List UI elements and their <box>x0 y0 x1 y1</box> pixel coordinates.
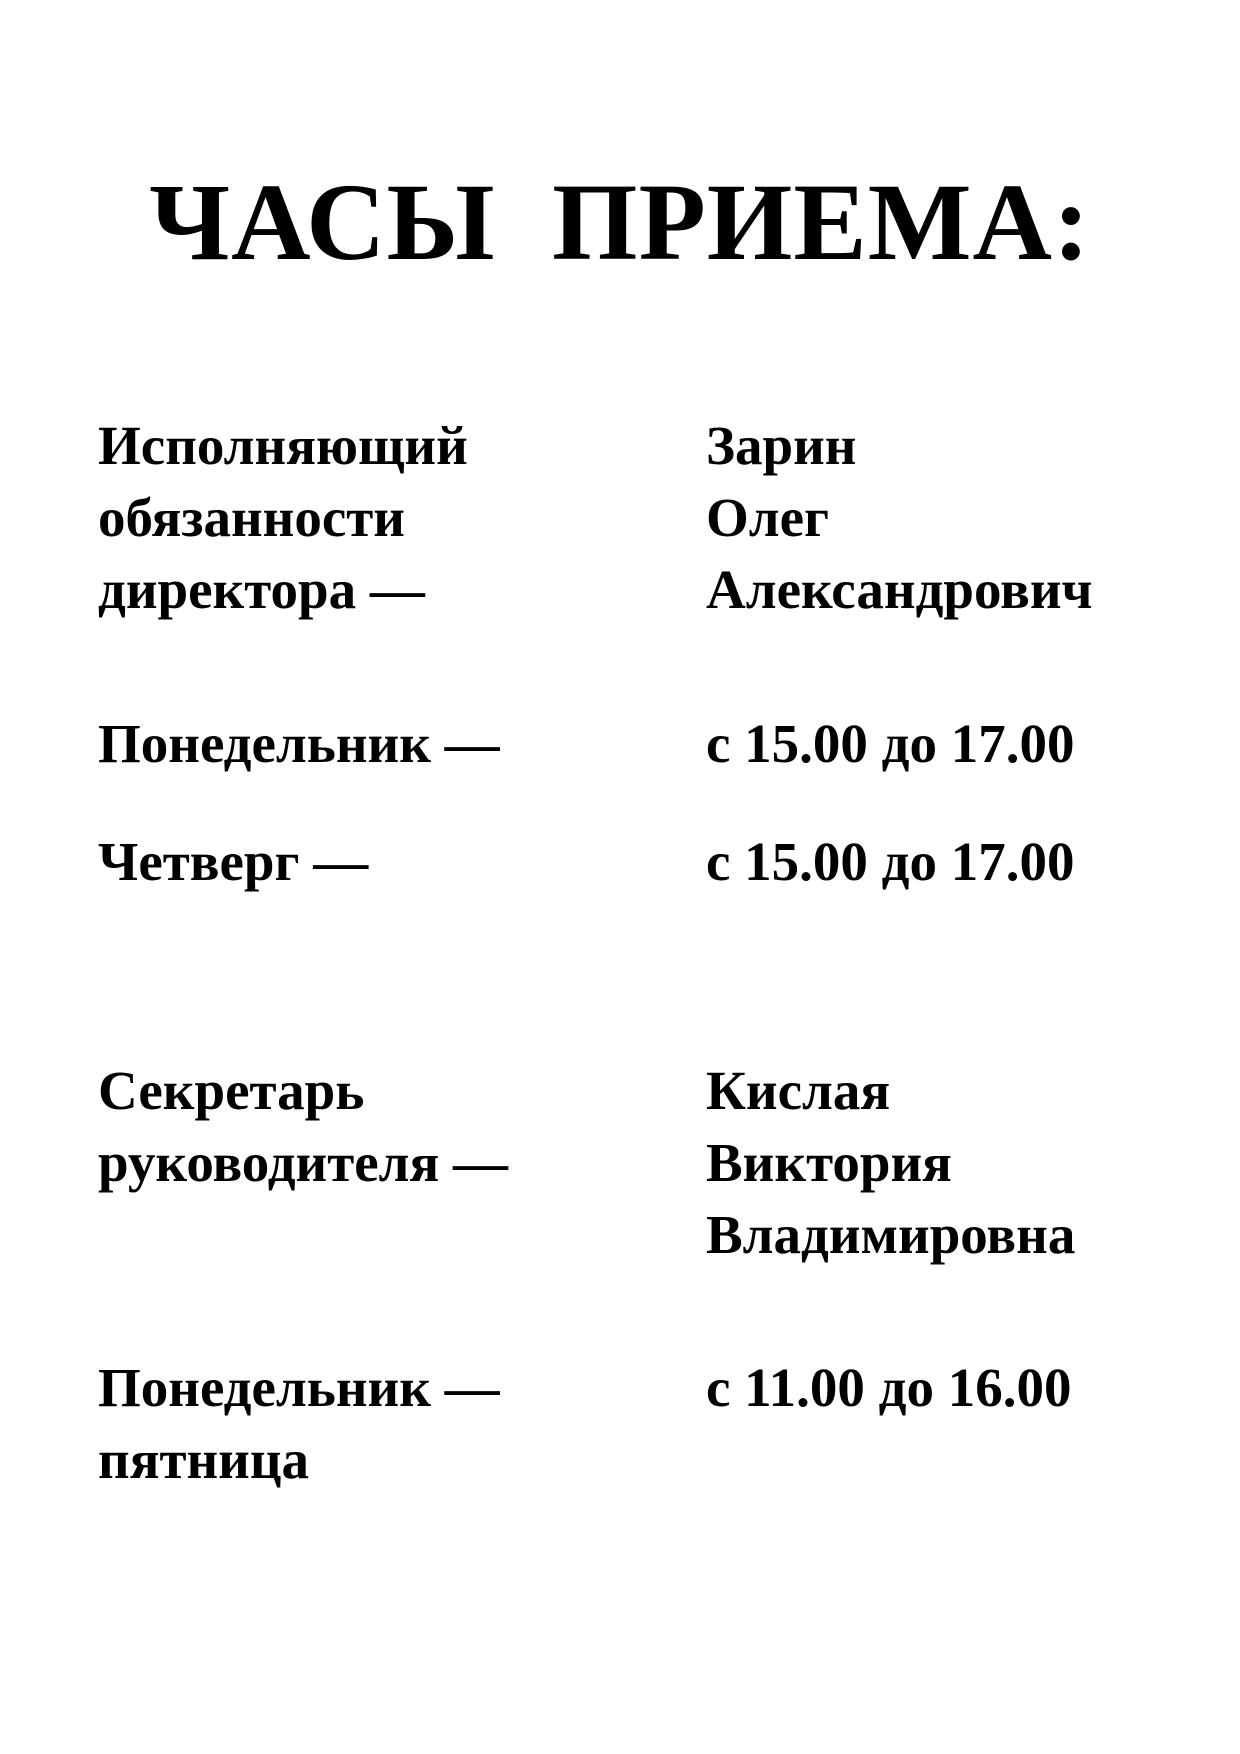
director-schedule-day-2: Четверг — <box>98 831 369 892</box>
secretary-schedule-day-line-1: Понедельник — <box>98 1357 500 1418</box>
director-schedule-hours-2: с 15.00 до 17.00 <box>706 831 1075 892</box>
director-role-line-2: обязанности <box>98 487 405 548</box>
director-schedule-day-1: Понедельник — <box>98 713 500 774</box>
secretary-surname: Кислая <box>706 1060 891 1121</box>
director-role-line-3: директора — <box>98 559 425 620</box>
secretary-schedule-hours: с 11.00 до 16.00 <box>706 1357 1072 1418</box>
director-role-line-1: Исполняющий <box>98 415 468 476</box>
secretary-first-name: Виктория <box>706 1132 952 1193</box>
page-title: ЧАСЫ ПРИЕМА: <box>149 161 1091 283</box>
director-patronymic: Александрович <box>706 559 1093 620</box>
director-surname: Зарин <box>706 415 857 476</box>
secretary-role-line-2: руководителя — <box>98 1132 509 1193</box>
director-schedule-hours-1: с 15.00 до 17.00 <box>706 713 1075 774</box>
secretary-schedule-day-line-2: пятница <box>98 1429 310 1490</box>
secretary-role-line-1: Секретарь <box>98 1060 365 1121</box>
director-first-name: Олег <box>706 487 830 548</box>
secretary-patronymic: Владимировна <box>706 1204 1076 1265</box>
